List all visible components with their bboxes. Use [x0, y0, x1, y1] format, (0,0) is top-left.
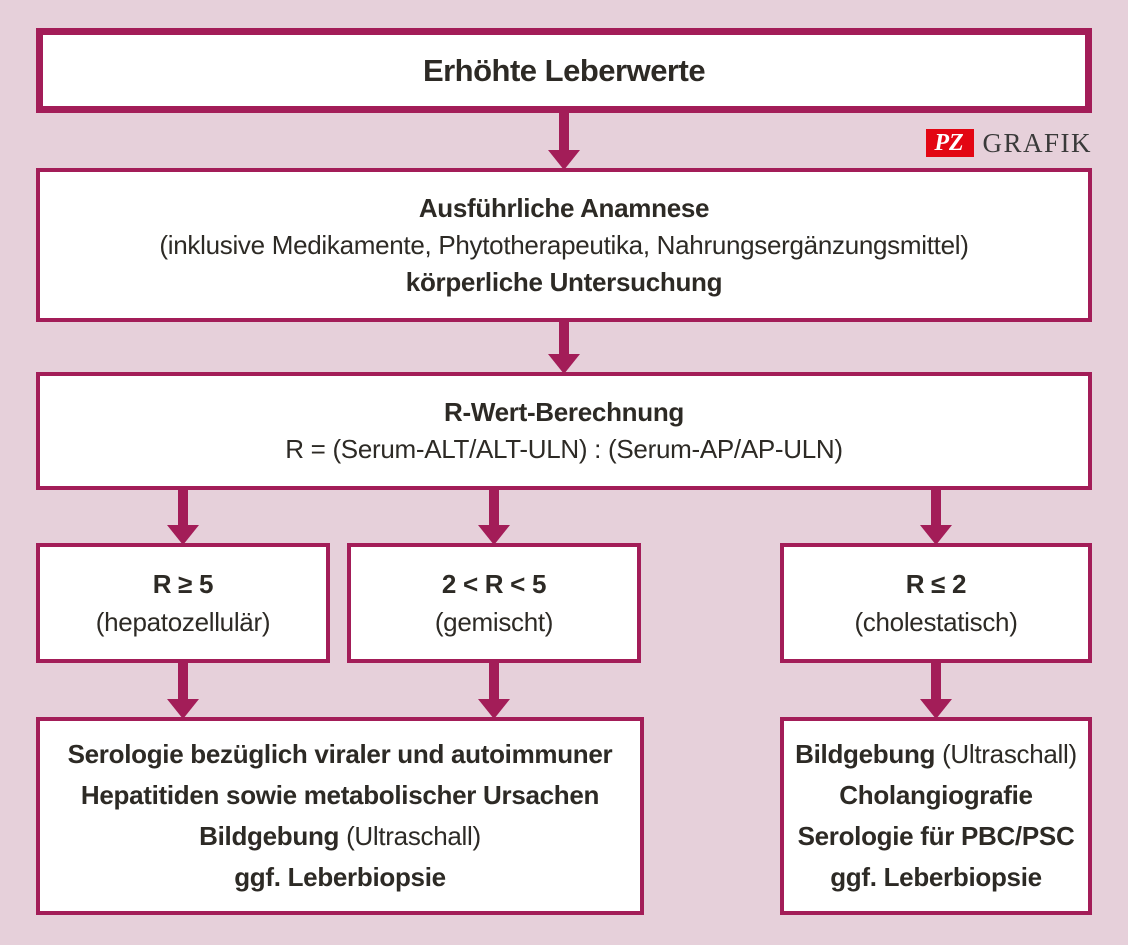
anamnese-line3: körperliche Untersuchung	[405, 266, 723, 297]
outcome-left-line3-regular: (Ultraschall)	[346, 821, 481, 851]
box-outcome-cholestatic	[780, 717, 1092, 915]
arrow-stem	[178, 489, 188, 525]
anamnese-line2: (inklusive Medikamente, Phytotherapeutika, Nahrungsergänzungsmittel)	[159, 229, 969, 260]
arrow-head	[478, 699, 510, 719]
pz-logo-icon: PZ	[926, 129, 974, 157]
arrow-stem	[559, 321, 569, 354]
arrow-head	[548, 354, 580, 374]
outcome-right-line1	[795, 734, 1077, 775]
outcome-left-line3	[199, 816, 481, 857]
outcome-right-line4: ggf. Leberbiopsie	[830, 862, 1042, 892]
arrow-down-icon	[167, 489, 199, 545]
arrow-head	[920, 699, 952, 719]
box-elevated-liver-values	[36, 28, 1092, 113]
arrow-stem	[931, 662, 941, 699]
branch-qualifier: (hepatozellulär)	[95, 607, 271, 637]
outcome-right-line1-bold: Bildgebung	[795, 739, 936, 769]
branch-value: R ≤ 2	[905, 569, 967, 599]
arrow-stem	[489, 662, 499, 699]
box-outcome-hepatocellular-mixed	[36, 717, 644, 915]
outcome-right-line2: Cholangiografie	[839, 780, 1033, 810]
arrow-head	[167, 699, 199, 719]
outcome-left-line2: Hepatitiden sowie metabolischer Ursachen	[80, 780, 600, 810]
arrow-stem	[931, 489, 941, 525]
box-branch-cholestatic	[780, 543, 1092, 663]
arrow-head	[548, 150, 580, 170]
arrow-stem	[489, 489, 499, 525]
arrow-down-icon	[548, 321, 580, 374]
branch-qualifier: (gemischt)	[434, 607, 554, 637]
page-title: Erhöhte Leberwerte	[422, 53, 706, 88]
anamnese-line1: Ausführliche Anamnese	[418, 192, 710, 223]
box-branch-hepatocellular	[36, 543, 330, 663]
box-branch-mixed	[347, 543, 641, 663]
outcome-right-line1-regular: (Ultraschall)	[942, 739, 1077, 769]
arrow-down-icon	[167, 662, 199, 719]
arrow-stem	[559, 112, 569, 150]
grafik-label: GRAFIK	[982, 128, 1092, 158]
rwert-line1: R-Wert-Berechnung	[444, 397, 684, 427]
arrow-down-icon	[548, 112, 580, 170]
outcome-left-line4: ggf. Leberbiopsie	[234, 862, 446, 892]
branch-qualifier: (cholestatisch)	[854, 607, 1018, 637]
arrow-head	[920, 525, 952, 545]
outcome-right-line3: Serologie für PBC/PSC	[797, 821, 1075, 851]
arrow-down-icon	[478, 489, 510, 545]
rwert-formula: R = (Serum-ALT/ALT-ULN) : (Serum-AP/AP-ULN)	[285, 434, 843, 464]
branch-value: 2 < R < 5	[441, 569, 547, 599]
branch-value: R ≥ 5	[152, 569, 214, 599]
arrow-head	[478, 525, 510, 545]
outcome-left-line3-bold: Bildgebung	[199, 821, 340, 851]
arrow-down-icon	[478, 662, 510, 719]
arrow-down-icon	[920, 489, 952, 545]
outcome-left-line1: Serologie bezüglich viraler und autoimmuner	[67, 739, 613, 769]
arrow-down-icon	[920, 662, 952, 719]
arrow-stem	[178, 662, 188, 699]
arrow-head	[167, 525, 199, 545]
pz-grafik-logo	[926, 129, 1092, 157]
box-anamnese	[36, 168, 1092, 322]
box-r-value-calculation	[36, 372, 1092, 490]
